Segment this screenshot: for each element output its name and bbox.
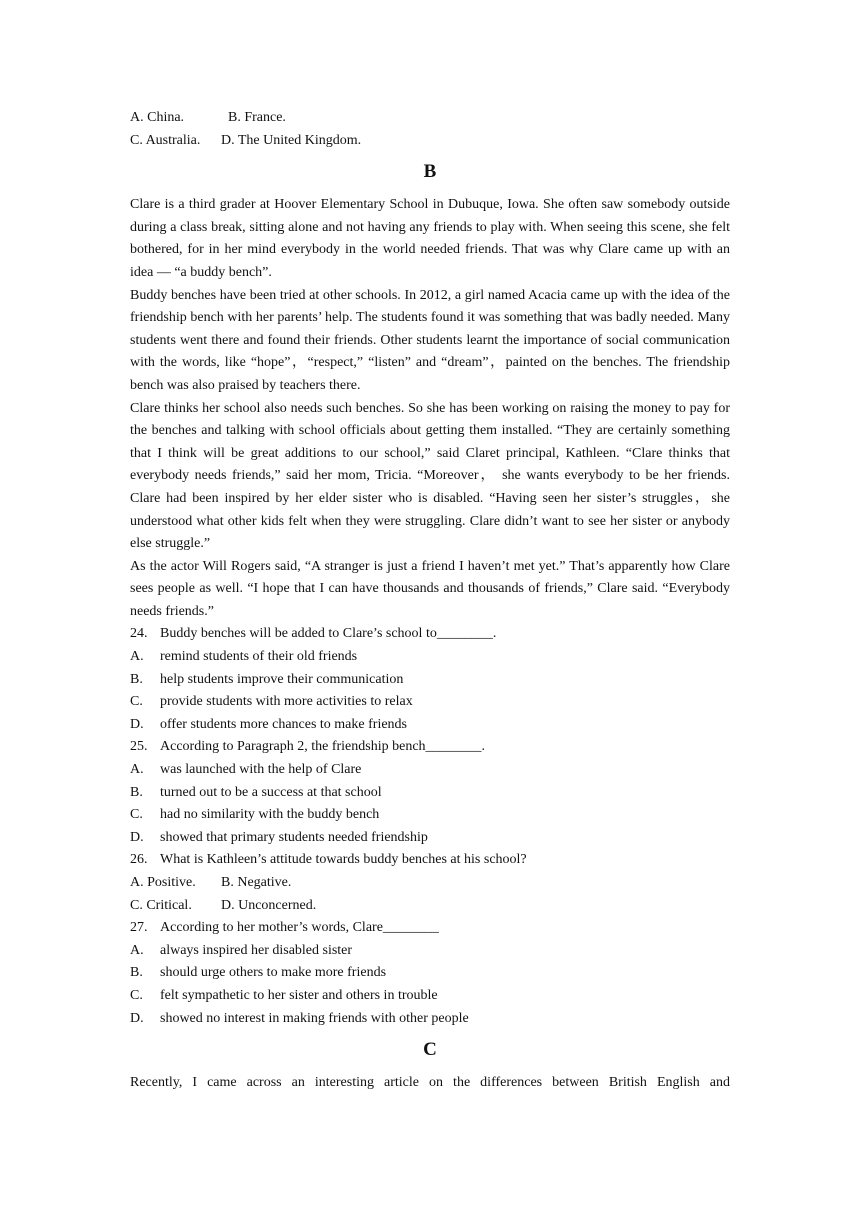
option-row: [130, 691, 730, 714]
question-26: [130, 849, 730, 872]
document-page: [130, 107, 730, 1095]
option-text: provide students with more activities to relax: [160, 694, 413, 710]
option-c: C. Australia.: [130, 132, 201, 148]
question-text: Buddy benches will be added to Clare’s school to________.: [160, 626, 497, 642]
question-24: [130, 623, 730, 646]
option-row: [130, 1008, 730, 1031]
option-b: B. France.: [228, 110, 286, 125]
option-label: A.: [130, 649, 144, 665]
option-text: showed no interest in making friends with other people: [160, 1010, 469, 1026]
option-pair-row: [130, 872, 730, 895]
question-number: 25.: [130, 739, 148, 755]
option-row: [130, 940, 730, 963]
paragraph-2: Buddy benches have been tried at other schools. In 2012, a girl named Acacia came up with the idea of the friendship bench with her parents’ help. The students found it was something that was badly needed. Many students went there and found their friends. Other students learnt the importance of social communication with the words, like “hope”，“respect,” “listen” and “dream”，painted on the benches. The friendship bench was also praised by teachers there.: [130, 287, 730, 393]
option-row: [130, 782, 730, 805]
paragraph-3: Clare thinks her school also needs such benches. So she has been working on raising the money to pay for the benches and talking with school officials about getting them installed. “They are certainly something that I think will be great additions to our school,” said Claret principal, Kathleen. “Clare thinks that everybody needs friends,” said her mom, Tricia. “Moreover， she wants everybody to be her friends. Clare had been inspired by her elder sister who is disabled. “Having seen her sister’s struggles，she understood what other kids felt when they were struggling. Clare didn’t want to see her sister or anybody else struggle.”: [130, 400, 730, 552]
question-number: 26.: [130, 852, 148, 868]
section-c-first-line: Recently, I came across an interesting article on the differences between British English and: [130, 1075, 730, 1091]
option-b: B. Negative.: [221, 875, 292, 890]
option-text: remind students of their old friends: [160, 649, 358, 665]
option-row: [130, 669, 730, 692]
option-label: C.: [130, 807, 143, 823]
question-number: 27.: [130, 920, 148, 936]
option-a: A. China.: [130, 110, 185, 125]
option-row: [130, 714, 730, 737]
option-c: C. Critical.: [130, 897, 192, 913]
option-text: help students improve their communication: [160, 671, 404, 687]
option-text: always inspired her disabled sister: [160, 942, 353, 958]
option-a: A. Positive.: [130, 875, 196, 890]
option-text: offer students more chances to make friends: [160, 716, 407, 732]
section-heading-c: C: [423, 1039, 437, 1061]
option-text: felt sympathetic to her sister and others in trouble: [160, 987, 438, 1003]
option-row: [130, 646, 730, 669]
option-d: D. Unconcerned.: [221, 897, 317, 913]
question-number: 24.: [130, 626, 148, 642]
option-label: D.: [130, 716, 144, 732]
option-label: A.: [130, 942, 144, 958]
paragraph-1: Clare is a third grader at Hoover Elementary School in Dubuque, Iowa. She often saw somebody outside during a class break, sitting alone and not having any friends to play with. When seeing this scene, she felt bothered, for in her mind everybody in the world needed friends. That was why Clare came up with an idea — “a buddy bench”.: [130, 197, 730, 280]
option-label: C.: [130, 987, 143, 1003]
option-row: [130, 985, 730, 1008]
option-label: D.: [130, 1010, 144, 1026]
option-label: C.: [130, 694, 143, 710]
option-label: B.: [130, 784, 143, 800]
option-row: [130, 759, 730, 782]
option-row: [130, 804, 730, 827]
question-text: According to her mother’s words, Clare________: [160, 920, 439, 936]
option-pair-row: [130, 895, 730, 918]
option-row: [130, 962, 730, 985]
option-text: had no similarity with the buddy bench: [160, 807, 380, 823]
question-text: According to Paragraph 2, the friendship bench________.: [160, 739, 486, 755]
option-label: B.: [130, 671, 143, 687]
option-label: B.: [130, 965, 143, 981]
prev-options-row-1: [130, 107, 730, 130]
prev-options-row-2: [130, 130, 730, 153]
option-d: D. The United Kingdom.: [221, 132, 362, 148]
option-label: D.: [130, 829, 144, 845]
option-row: [130, 827, 730, 850]
question-27: [130, 917, 730, 940]
option-text: showed that primary students needed friendship: [160, 829, 428, 845]
question-25: [130, 736, 730, 759]
option-label: A.: [130, 762, 144, 778]
section-heading-b: B: [423, 161, 437, 183]
paragraph-4: As the actor Will Rogers said, “A stranger is just a friend I haven’t met yet.” That’s apparently how Clare sees people as well. “I hope that I can have thousands and thousands of friends,” Clare said. “Everybody needs friends.”: [130, 558, 730, 619]
option-text: was launched with the help of Clare: [160, 762, 362, 778]
option-text: turned out to be a success at that school: [160, 784, 382, 800]
question-text: What is Kathleen’s attitude towards buddy benches at his school?: [160, 852, 527, 868]
option-text: should urge others to make more friends: [160, 965, 387, 981]
